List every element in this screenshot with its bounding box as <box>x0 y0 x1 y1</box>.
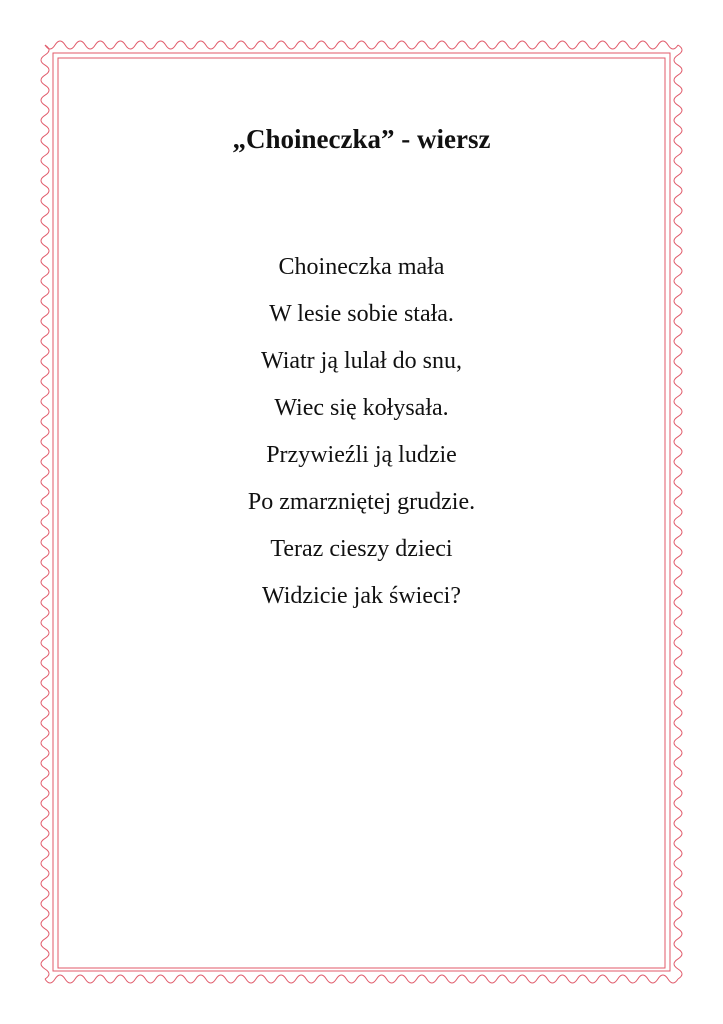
border-wave-segment <box>45 41 678 49</box>
page-title: „Choineczka” - wiersz <box>232 124 491 154</box>
poem-line: Po zmarzniętej grudzie. <box>247 489 476 515</box>
poem-line: W lesie sobie stała. <box>269 301 454 327</box>
poem-line: Widzicie jak świeci? <box>262 583 461 609</box>
border-wave-segment <box>45 975 678 983</box>
poem-line: Wiec się kołysała. <box>274 395 449 421</box>
poem <box>0 244 723 620</box>
poem-line: Teraz cieszy dzieci <box>270 536 453 562</box>
poem-line: Wiatr ją lulał do snu, <box>261 348 462 374</box>
poem-line: Przywieźli ją ludzie <box>266 442 457 468</box>
poem-line: Choineczka mała <box>278 254 445 280</box>
